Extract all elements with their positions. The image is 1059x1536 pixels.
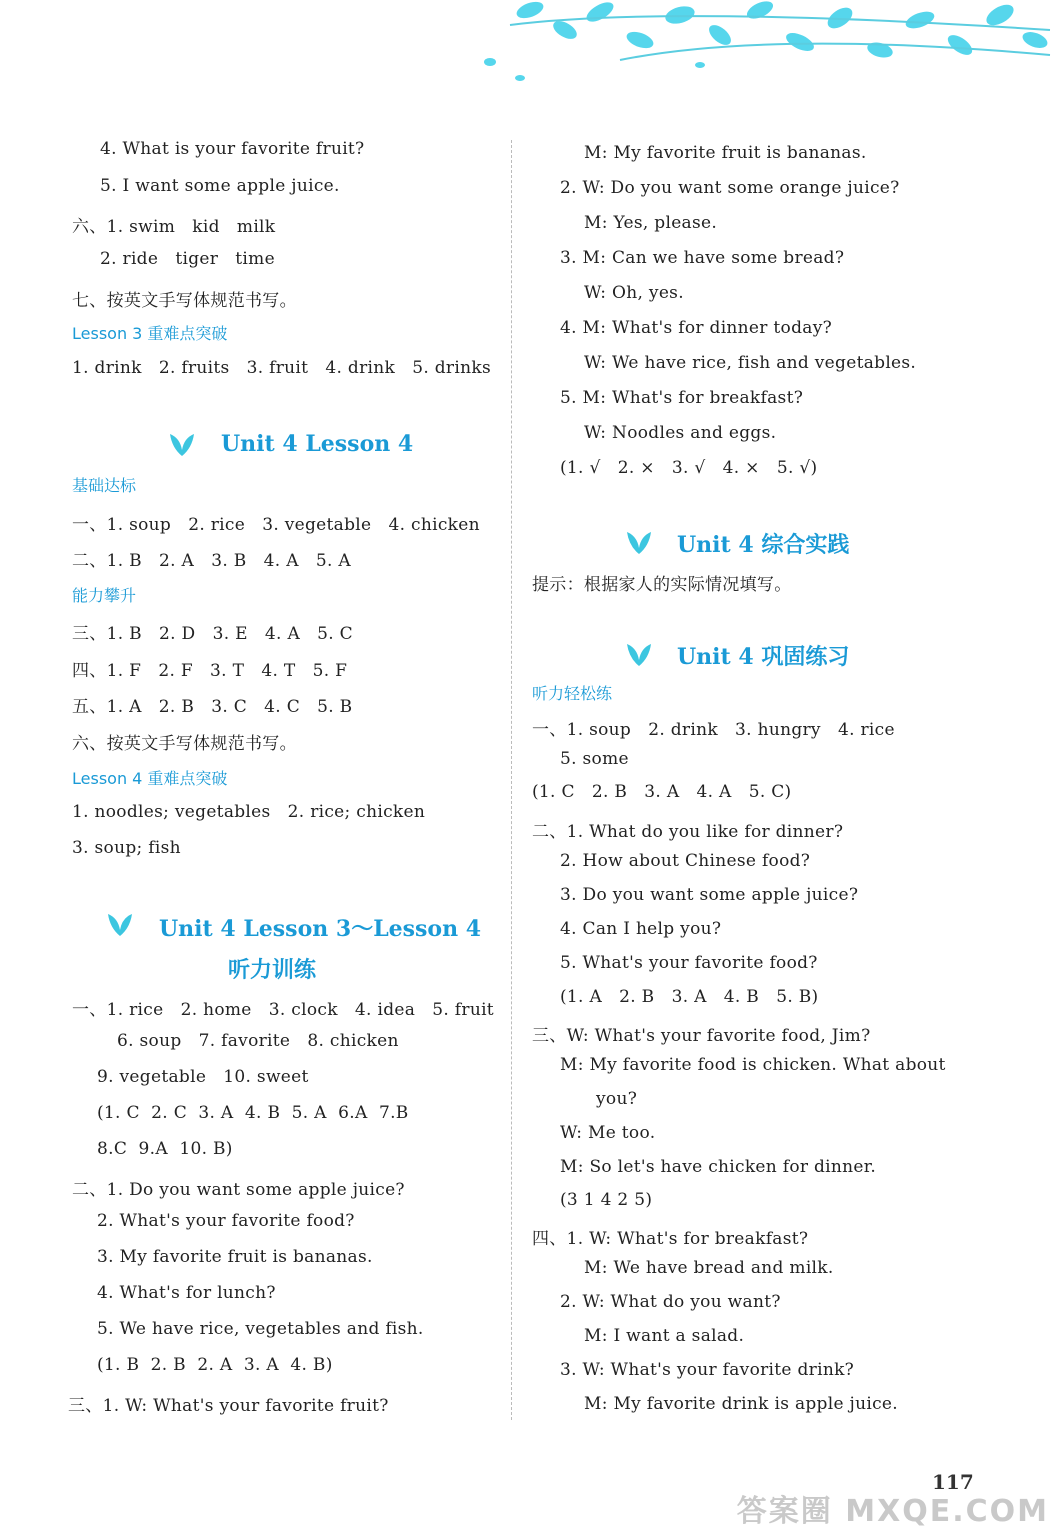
page-number: 117: [932, 1470, 974, 1494]
answer-line: 六、1. swim kid milk: [72, 217, 276, 237]
answer-line: 四、1. W: What's for breakfast?: [532, 1229, 809, 1249]
answer-line: 六、按英文手写体规范书写。: [72, 734, 297, 754]
answer-line: you?: [596, 1089, 638, 1109]
answer-line: 三、W: What's your favorite food, Jim?: [532, 1026, 871, 1046]
answer-line: (1. C 2. C 3. A 4. B 5. A 6.A 7.B: [97, 1103, 409, 1123]
answer-line: W: Oh, yes.: [584, 283, 684, 303]
answer-line: 3. Do you want some apple juice?: [560, 885, 859, 905]
section-heading: Unit 4 巩固练习: [677, 644, 850, 670]
answer-line: 一、1. soup 2. rice 3. vegetable 4. chicken: [72, 515, 480, 535]
section-heading: Unit 4 Lesson 4: [221, 431, 414, 457]
section-subtitle: Lesson 3 重难点突破: [72, 324, 228, 343]
answer-line: 三、1. W: What's your favorite fruit?: [68, 1396, 389, 1416]
section-subtitle: Lesson 4 重难点突破: [72, 769, 228, 788]
answer-line: 3. soup; fish: [72, 838, 181, 858]
section-heading: Unit 4 综合实践: [677, 532, 850, 558]
answer-line: 一、1. soup 2. drink 3. hungry 4. rice: [532, 720, 895, 740]
section-heading: Unit 4 Lesson 3～Lesson 4: [159, 916, 482, 942]
watermark: 答案圈 MXQE.COM: [736, 1494, 1049, 1529]
leaf-icon: [106, 910, 134, 938]
answer-line: 2. How about Chinese food?: [560, 851, 811, 871]
answer-line: (1. √ 2. × 3. √ 4. × 5. √): [560, 458, 818, 478]
column-divider: [511, 140, 512, 1420]
answer-line: M: My favorite drink is apple juice.: [584, 1394, 898, 1414]
answer-line: 3. My favorite fruit is bananas.: [97, 1247, 373, 1267]
answer-line: 4. What is your favorite fruit?: [100, 139, 365, 159]
answer-line: M: We have bread and milk.: [584, 1258, 834, 1278]
answer-line: 2. ride tiger time: [100, 249, 275, 269]
answer-line: W: We have rice, fish and vegetables.: [584, 353, 917, 373]
answer-line: (1. A 2. B 3. A 4. B 5. B): [560, 987, 819, 1007]
answer-line: (3 1 4 2 5): [560, 1190, 653, 1210]
answer-line: 3. M: Can we have some bread?: [560, 248, 845, 268]
answer-line: 一、1. rice 2. home 3. clock 4. idea 5. fruit: [72, 1000, 494, 1020]
answer-line: 5. What's your favorite food?: [560, 953, 818, 973]
answer-line: 五、1. A 2. B 3. C 4. C 5. B: [72, 697, 353, 717]
answer-line: 5. some: [560, 749, 629, 769]
answer-line: 1. noodles; vegetables 2. rice; chicken: [72, 802, 426, 822]
leaf-icon: [625, 640, 653, 668]
answer-line: 四、1. F 2. F 3. T 4. T 5. F: [72, 661, 348, 681]
answer-line: W: Me too.: [560, 1123, 656, 1143]
answer-line: 3. W: What's your favorite drink?: [560, 1360, 855, 1380]
answer-line: M: My favorite fruit is bananas.: [584, 143, 867, 163]
section-subtitle: 听力轻松练: [532, 684, 613, 703]
answer-line: 5. M: What's for breakfast?: [560, 388, 804, 408]
answer-line: (1. B 2. B 2. A 3. A 4. B): [97, 1355, 333, 1375]
answer-line: 二、1. Do you want some apple juice?: [72, 1180, 405, 1200]
leaf-decoration: [470, 0, 1059, 90]
section-heading: 听力训练: [228, 957, 317, 983]
section-subtitle: 基础达标: [72, 476, 137, 495]
answer-line: 提示：根据家人的实际情况填写。: [532, 575, 792, 595]
answer-line: 9. vegetable 10. sweet: [97, 1067, 309, 1087]
answer-line: 4. M: What's for dinner today?: [560, 318, 833, 338]
answer-line: 2. W: What do you want?: [560, 1292, 781, 1312]
answer-line: 5. We have rice, vegetables and fish.: [97, 1319, 424, 1339]
answer-line: 8.C 9.A 10. B): [97, 1139, 233, 1159]
answer-line: M: I want a salad.: [584, 1326, 745, 1346]
answer-line: 1. drink 2. fruits 3. fruit 4. drink 5. drinks: [72, 358, 491, 378]
leaf-icon: [625, 528, 653, 556]
answer-line: 三、1. B 2. D 3. E 4. A 5. C: [72, 624, 353, 644]
answer-line: M: Yes, please.: [584, 213, 718, 233]
answer-line: 4. What's for lunch?: [97, 1283, 276, 1303]
answer-line: 二、1. What do you like for dinner?: [532, 822, 844, 842]
section-subtitle: 能力攀升: [72, 586, 137, 605]
answer-line: W: Noodles and eggs.: [584, 423, 777, 443]
answer-line: M: My favorite food is chicken. What about: [560, 1055, 946, 1075]
answer-line: 4. Can I help you?: [560, 919, 722, 939]
answer-line: 2. What's your favorite food?: [97, 1211, 355, 1231]
leaf-icon: [168, 430, 196, 458]
answer-line: 二、1. B 2. A 3. B 4. A 5. A: [72, 551, 351, 571]
answer-line: 5. I want some apple juice.: [100, 176, 340, 196]
answer-line: (1. C 2. B 3. A 4. A 5. C): [532, 782, 792, 802]
answer-line: 6. soup 7. favorite 8. chicken: [117, 1031, 399, 1051]
answer-line: M: So let's have chicken for dinner.: [560, 1157, 877, 1177]
answer-line: 七、按英文手写体规范书写。: [72, 291, 297, 311]
answer-line: 2. W: Do you want some orange juice?: [560, 178, 900, 198]
